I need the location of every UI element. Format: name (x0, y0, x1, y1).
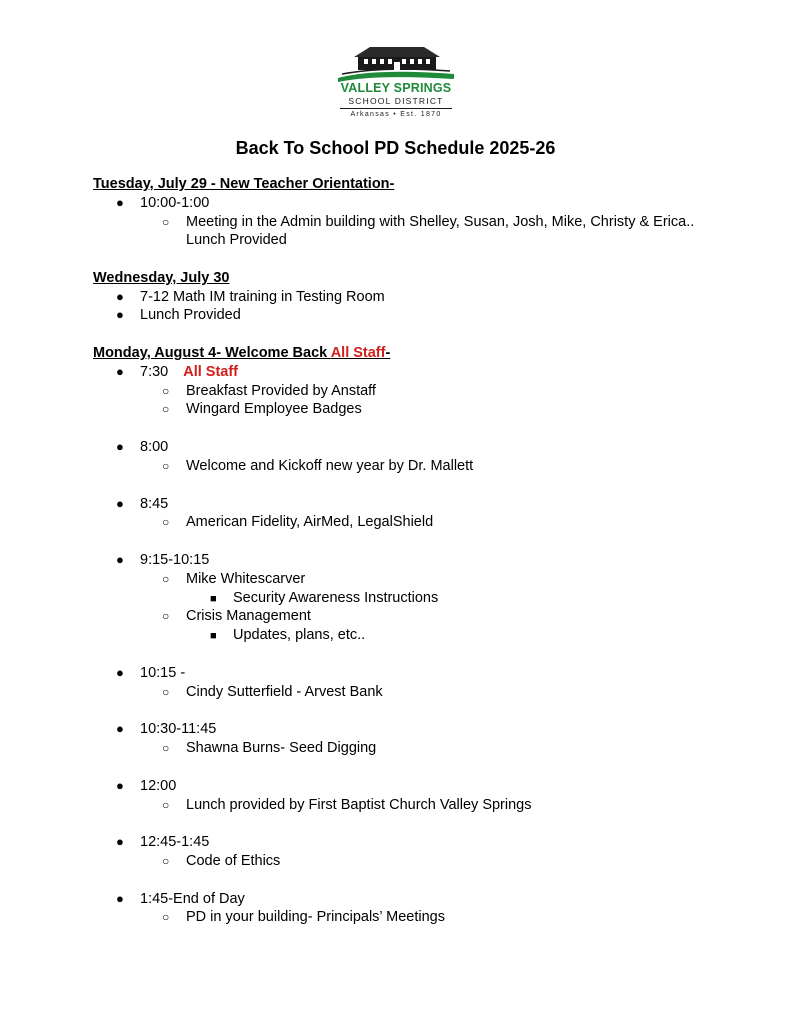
list-item: ● Lunch Provided (116, 307, 241, 323)
list-item: ● 7:30 All Staff (116, 364, 239, 380)
list-item: ○ Breakfast Provided by Anstaff (162, 383, 376, 399)
list-item: ○ Cindy Sutterfield - Arvest Bank (162, 684, 383, 700)
list-item: ○ Code of Ethics (162, 853, 281, 869)
list-item: ● 8:00 (116, 439, 169, 455)
list-item: ● 1:45-End of Day (116, 891, 245, 907)
list-item: ● 12:00 (116, 778, 177, 794)
list-item: ○ Shawna Burns- Seed Digging (162, 740, 377, 756)
list-item: ● 9:15-10:15 (116, 552, 210, 568)
logo-divider (340, 108, 452, 109)
list-item: ● 10:15 - (116, 665, 186, 681)
list-item: ● 8:45 (116, 496, 169, 512)
all-staff-tag: All Staff (183, 364, 239, 380)
section-heading-monday: Monday, August 4- Welcome Back All Staff- (93, 345, 391, 361)
list-item: ○ PD in your building- Principals’ Meetings (162, 909, 445, 925)
logo-name-line2: SCHOOL DISTRICT (348, 96, 444, 106)
list-item: ○ Meeting in the Admin building with Shelley, Susan, Josh, Mike, Christy & Erica.. (162, 214, 695, 230)
list-item: ○ Wingard Employee Badges (162, 401, 362, 417)
district-logo (336, 44, 456, 124)
list-item: ● 10:00-1:00 (116, 195, 210, 211)
list-item: ○ Crisis Management (162, 608, 311, 624)
list-item: ■ Security Awareness Instructions (210, 590, 439, 606)
schoolhouse-logo-icon (336, 44, 456, 84)
list-item: ● 10:30-11:45 (116, 721, 217, 737)
list-item: ○ American Fidelity, AirMed, LegalShield (162, 514, 434, 530)
list-item: ○ Lunch provided by First Baptist Church Valley Springs (162, 797, 532, 813)
list-item: ○ Welcome and Kickoff new year by Dr. Mallett (162, 458, 474, 474)
section-heading-tuesday: Tuesday, July 29 - New Teacher Orientation- (93, 176, 395, 192)
logo-name-line1: VALLEY SPRINGS (340, 81, 452, 95)
section-heading-wednesday: Wednesday, July 30 (93, 270, 230, 286)
list-item: ○ Mike Whitescarver (162, 571, 306, 587)
list-item: ■ Updates, plans, etc.. (210, 627, 366, 643)
list-item-continued: Lunch Provided (186, 232, 287, 248)
list-item: ● 12:45-1:45 (116, 834, 210, 850)
logo-name-line3: Arkansas • Est. 1870 (350, 111, 442, 118)
page-title: Back To School PD Schedule 2025-26 (235, 138, 556, 158)
list-item: ● 7-12 Math IM training in Testing Room (116, 289, 385, 305)
